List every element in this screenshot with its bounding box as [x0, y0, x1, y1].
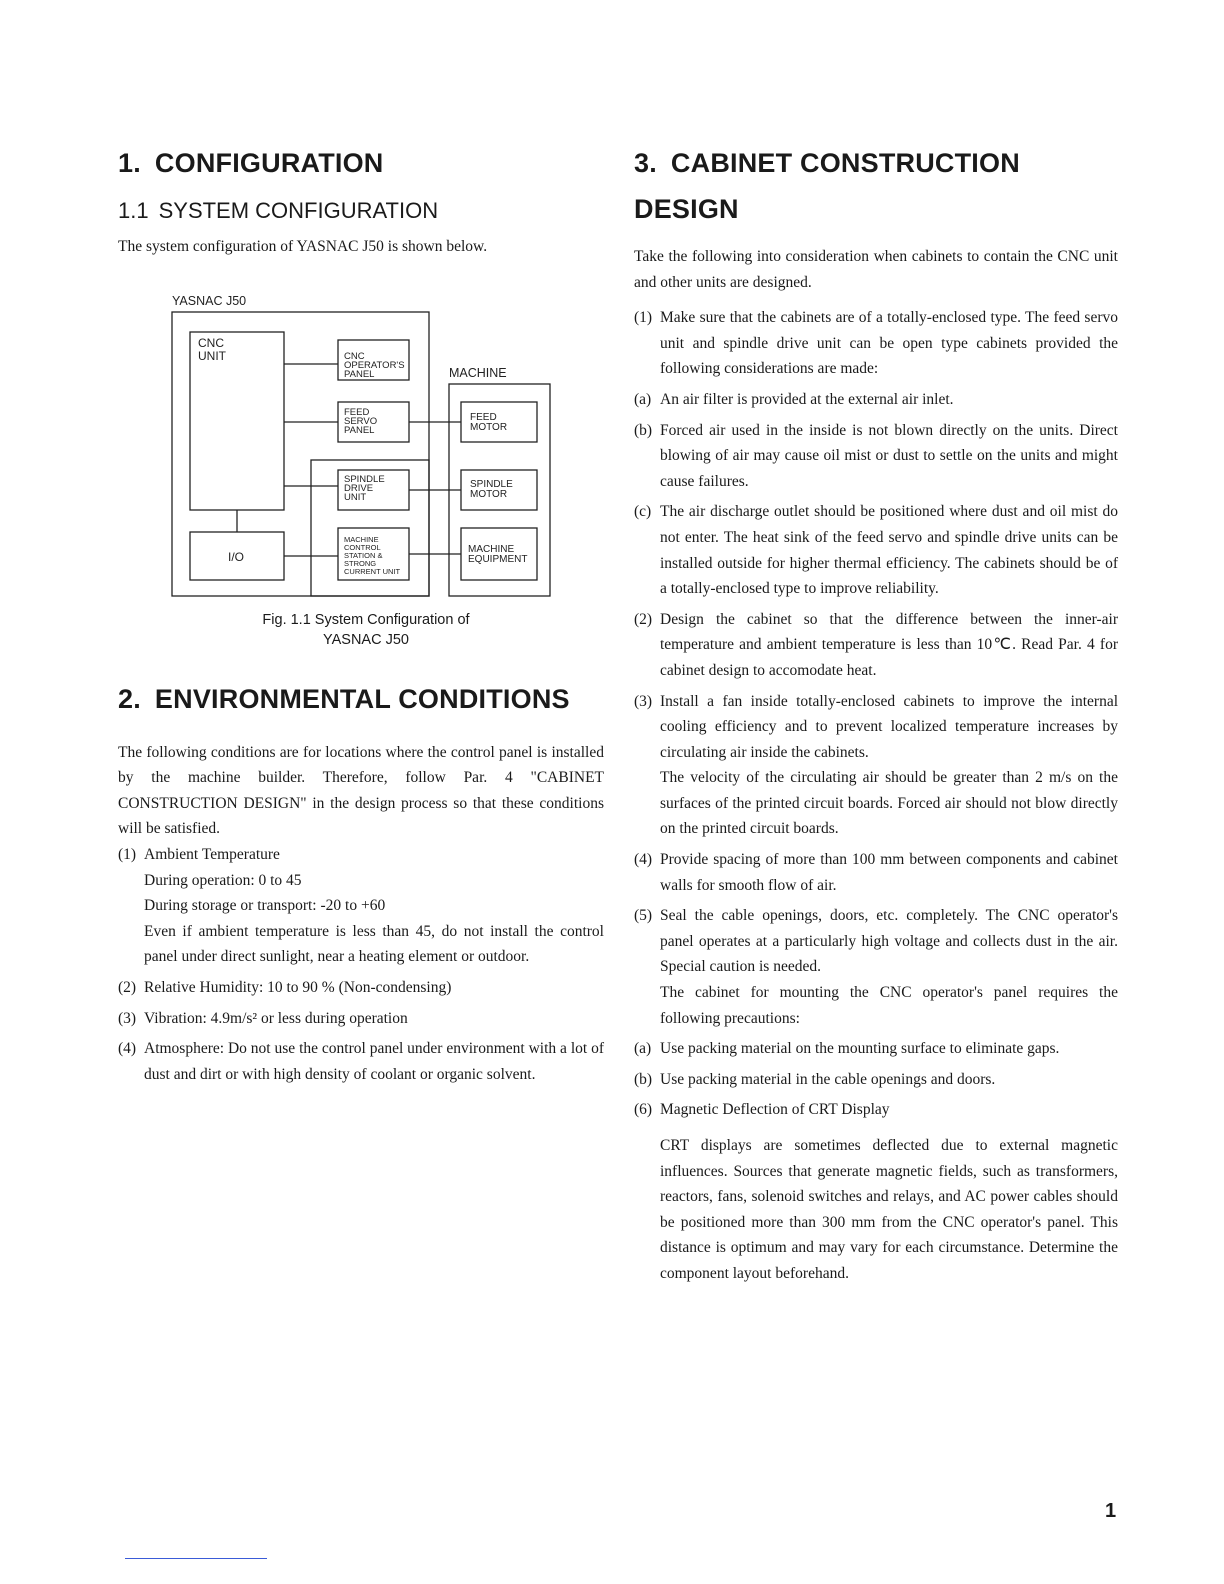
spindle-motor-label-1: SPINDLE	[470, 478, 513, 490]
section-1-1-heading: 1.1 SYSTEM CONFIGURATION	[118, 198, 439, 223]
spindle-drive-unit-label-2: DRIVE	[344, 482, 374, 494]
cabinet-item-3-continued: The velocity of the circulating air should be greater than 2 m/s on the surfaces of the printed circuit boards. Forced air should not blow directly on the printed circuit boards.	[660, 769, 1118, 838]
feed-servo-panel-label-2: SERVO	[344, 415, 378, 427]
feed-motor-label-2: MOTOR	[470, 421, 508, 433]
machine-control-station-label-1: MACHINE	[344, 534, 379, 544]
io-label: I/O	[228, 549, 245, 564]
section-2-heading: 2. ENVIRONMENTAL CONDITIONS	[118, 683, 570, 714]
env-item-2: (2) Relative Humidity: 10 to 90 % (Non-condensing)	[118, 978, 452, 996]
figure-caption-line-2: YASNAC J50	[323, 631, 409, 648]
cabinet-item-1a: (a) An air filter is provided at the external air inlet.	[634, 390, 954, 408]
feed-servo-panel-label-3: PANEL	[344, 424, 375, 436]
cabinet-item-6-body: CRT displays are sometimes deflected due to external magnetic influences. Sources that generate magnetic fields, such as transformers, reactors, fans, solenoid switches and relays, and AC power cables should be positioned more than 300 mm from the CNC operator's panel. This distance is optimum and may vary for each circumstance. Determine the component layout beforehand.	[660, 1137, 1118, 1282]
env-temp-operation: During operation: 0 to 45	[144, 871, 302, 889]
machine-control-station-label-5: CURRENT UNIT	[344, 566, 401, 576]
env-item-4: (4) Atmosphere: Do not use the control panel under environment with a lot of dust and dirt or with high density of coolant or organic solvent.	[118, 1040, 604, 1083]
env-temp-storage: During storage or transport: -20 to +60	[144, 897, 386, 915]
cabinet-item-6: (6) Magnetic Deflection of CRT Display	[634, 1101, 890, 1119]
footer-rule	[125, 1558, 267, 1559]
cabinet-item-1: (1) Make sure that the cabinets are of a totally-enclosed type. The feed servo unit and spindle drive unit can be open type cabinets provided the following considerations are made:	[634, 309, 1118, 378]
figure-caption-line-1: Fig. 1.1 System Configuration of	[262, 611, 470, 628]
feed-motor-label-1: FEED	[470, 411, 497, 423]
cabinet-item-2: (2) Design the cabinet so that the difference between the inner-air temperature and ambient temperature is less than 10℃. Read Par. 4 for cabinet design to accomodate heat.	[634, 610, 1118, 679]
yasnac-j50-label: YASNAC J50	[172, 293, 247, 308]
cabinet-item-5b: (b) Use packing material in the cable openings and doors.	[634, 1070, 996, 1088]
machine-control-station-label-4: STRONG	[344, 558, 377, 568]
cnc-operators-panel-label-2: OPERATOR'S	[344, 359, 405, 371]
machine-equipment-label-2: EQUIPMENT	[468, 553, 528, 565]
right-column	[634, 140, 1118, 1287]
cabinet-item-3: (3) Install a fan inside totally-enclosed cabinets to improve the internal cooling efficiency and to prevent localized temperature increases by circulating air inside the cabinets.	[634, 692, 1118, 761]
cnc-operators-panel-label-1: CNC	[344, 350, 365, 362]
machine-control-station-label-2: CONTROL	[344, 542, 381, 552]
spindle-drive-unit-label-3: UNIT	[344, 491, 367, 503]
cabinet-item-5: (5) Seal the cable openings, doors, etc. completely. The CNC operator's panel operates at a particularly high voltage and collects dust in the air. Special caution is needed.	[634, 907, 1118, 976]
machine-equipment-label-1: MACHINE	[468, 543, 515, 555]
cabinet-item-1b: (b) Forced air used in the inside is not blown directly on the units. Direct blowing of air may cause oil mist or dust to settle on the units and might cause failures.	[634, 421, 1118, 490]
system-configuration-figure	[118, 280, 604, 658]
env-item-1: (1) Ambient Temperature	[118, 845, 280, 863]
spindle-drive-unit-label-1: SPINDLE	[344, 473, 385, 485]
cabinet-item-1c: (c) The air discharge outlet should be positioned where dust and oil mist do not enter. The heat sink of the feed servo and spindle drive units can be installed outside for higher thermal efficiency. The cabinets should be of a totally-enclosed type to improve reliability.	[634, 503, 1118, 598]
cabinet-item-4: (4) Provide spacing of more than 100 mm between components and cabinet walls for smooth flow of air.	[634, 851, 1118, 894]
cnc-operators-panel-label-3: PANEL	[344, 368, 375, 380]
machine-control-station-label-3: STATION &	[344, 550, 383, 560]
section-1-1-intro: The system configuration of YASNAC J50 is shown below.	[118, 238, 488, 255]
system-configuration-diagram	[118, 280, 604, 600]
cnc-unit-label-1: CNC	[198, 335, 224, 350]
page-number: 1	[1105, 1500, 1117, 1522]
section-3-heading: 3. CABINET CONSTRUCTION DESIGN	[634, 148, 1020, 224]
cabinet-item-5a: (a) Use packing material on the mounting surface to eliminate gaps.	[634, 1040, 1060, 1058]
env-item-3: (3) Vibration: 4.9m/s² or less during operation	[118, 1009, 408, 1027]
spindle-motor-label-2: MOTOR	[470, 488, 508, 500]
machine-label: MACHINE	[449, 365, 507, 380]
section-2-intro: The following conditions are for locations where the control panel is installed by the machine builder. Therefore, follow Par. 4 "CABINET CONSTRUCTION DESIGN" in the design process so that these conditions will be satisfied.	[118, 743, 604, 838]
cabinet-item-5-continued: The cabinet for mounting the CNC operator's panel requires the following precautions:	[660, 984, 1118, 1027]
env-temp-note: Even if ambient temperature is less than 45, do not install the control panel under direct sunlight, near a heating element or outdoor.	[144, 922, 604, 966]
feed-servo-panel-label-1: FEED	[344, 406, 370, 418]
left-column	[118, 140, 604, 1087]
section-3-intro: Take the following into consideration when cabinets to contain the CNC unit and other units are designed.	[634, 248, 1118, 291]
cnc-unit-label-2: UNIT	[198, 348, 226, 363]
section-1-heading: 1. CONFIGURATION	[118, 148, 384, 178]
